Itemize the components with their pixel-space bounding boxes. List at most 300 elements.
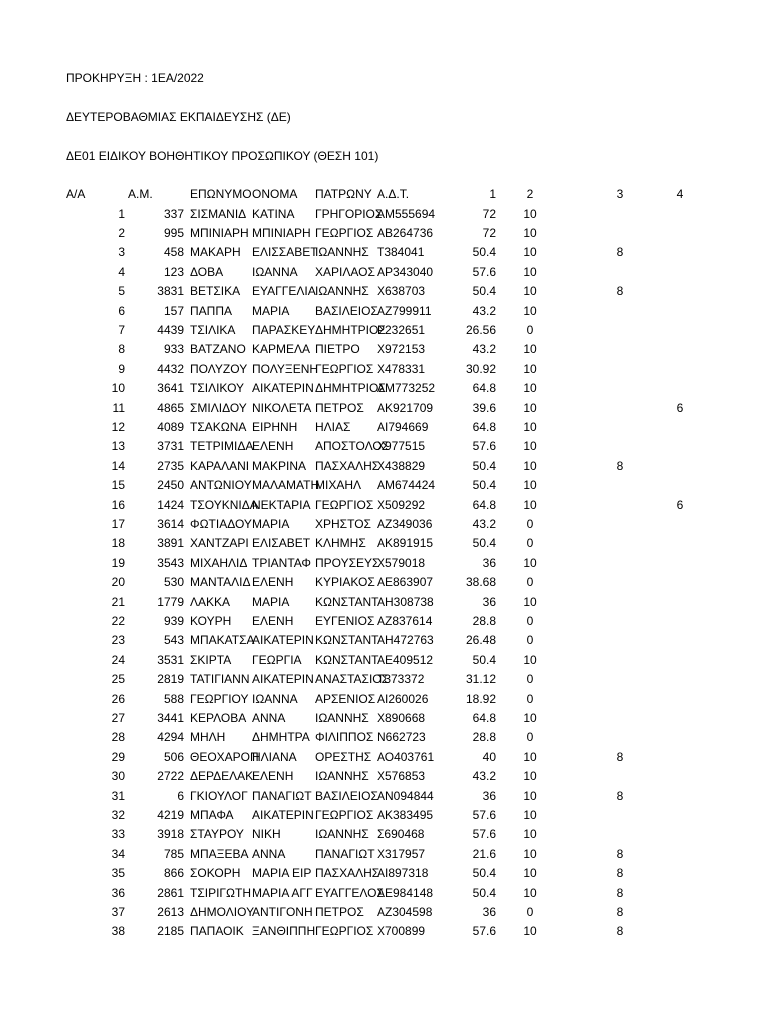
cell-first-name: ΓΕΩΡΓΙΑ [252, 652, 302, 667]
cell-id-number: ΑΜ555694 [377, 206, 436, 221]
cell-score-1: 21.6 [472, 846, 496, 861]
cell-id-number: Χ509292 [377, 497, 426, 512]
cell-surname: ΜΠΑΚΑΤΣΑ [190, 633, 255, 648]
cell-id-number: Χ638703 [377, 284, 426, 299]
table-row [0, 884, 768, 903]
table-row [0, 379, 768, 398]
cell-surname: ΠΑΠΑΟΙΚ [190, 924, 244, 939]
table-row [0, 302, 768, 321]
table-row [0, 360, 768, 379]
cell-score-4 [660, 825, 700, 844]
cell-surname: ΣΟΚΟΡΗ [190, 866, 241, 881]
cell-row-index: 36 [111, 885, 125, 900]
col-header-am: Α.Μ. [128, 187, 153, 201]
cell-surname: ΒΕΤΣΙΚΑ [190, 284, 241, 299]
cell-father-name: ΦΙΛΙΠΠΟΣ [315, 730, 374, 745]
cell-father-name: ΙΩΑΝΝΗΣ [315, 769, 369, 784]
table-row [0, 554, 768, 573]
cell-row-index: 7 [118, 322, 125, 337]
cell-score-2: 0 [526, 672, 534, 687]
cell-score-4 [660, 437, 700, 456]
table-row [0, 476, 768, 495]
cell-registration-number: 2722 [157, 769, 184, 784]
cell-score-4: 6 [676, 400, 684, 415]
cell-first-name: ΞΑΝΘΙΠΠΗ [252, 924, 316, 939]
cell-score-3: 8 [616, 245, 624, 260]
cell-father-name: ΑΝΑΣΤΑΣΙΟΣ [315, 672, 390, 687]
cell-first-name: ΙΩΑΝΝΑ [252, 691, 298, 706]
cell-surname: ΣΤΑΥΡΟΥ [190, 827, 244, 842]
cell-score-4 [660, 282, 700, 301]
cell-row-index: 28 [111, 730, 125, 745]
cell-row-index: 34 [111, 846, 125, 861]
cell-father-name: ΧΡΗΣΤΟΣ [315, 516, 371, 531]
cell-score-1: 64.8 [472, 497, 496, 512]
cell-registration-number: 3918 [157, 827, 184, 842]
cell-registration-number: 3641 [157, 381, 184, 396]
cell-score-1: 40 [482, 749, 496, 764]
cell-score-1: 18.92 [465, 691, 496, 706]
cell-registration-number: 123 [163, 264, 184, 279]
cell-surname: ΔΕΡΔΕΛΑΚ [190, 769, 254, 784]
cell-surname: ΑΝΤΩΝΙΟΥ [190, 478, 252, 493]
cell-registration-number: 2185 [157, 924, 184, 939]
cell-row-index: 21 [111, 594, 125, 609]
cell-registration-number: 3543 [157, 555, 184, 570]
cell-score-4 [660, 845, 700, 864]
cell-score-2: 0 [526, 536, 534, 551]
cell-row-index: 4 [118, 264, 125, 279]
cell-score-2: 10 [523, 342, 537, 357]
table-row [0, 825, 768, 844]
cell-score-3 [600, 321, 640, 340]
cell-father-name: ΓΕΩΡΓΙΟΣ [315, 924, 374, 939]
cell-score-1: 57.6 [472, 807, 496, 822]
cell-registration-number: 1779 [157, 594, 184, 609]
cell-id-number: Ν662723 [377, 730, 426, 745]
cell-surname: ΚΑΡΑΛΑΝΙ [190, 458, 250, 473]
table-row [0, 593, 768, 612]
cell-score-3 [600, 709, 640, 728]
cell-first-name: ΝΙΚΗ [252, 827, 281, 842]
cell-first-name: ΜΑΡΙΑ [252, 303, 290, 318]
cell-surname: ΜΙΧΑΗΛΙΔ [190, 555, 248, 570]
cell-score-4 [660, 243, 700, 262]
cell-row-index: 2 [118, 225, 125, 240]
cell-row-index: 1 [118, 206, 125, 221]
cell-score-1: 72 [482, 225, 496, 240]
cell-id-number: ΑΕ409512 [377, 652, 434, 667]
cell-row-index: 27 [111, 710, 125, 725]
cell-father-name: ΓΕΩΡΓΙΟΣ [315, 361, 374, 376]
cell-first-name: ΜΑΚΡΙΝΑ [252, 458, 307, 473]
cell-row-index: 31 [111, 788, 125, 803]
cell-first-name: ΕΛΕΝΗ [252, 439, 294, 454]
cell-score-2: 0 [526, 575, 534, 590]
cell-score-4 [660, 864, 700, 883]
cell-score-2: 0 [526, 633, 534, 648]
cell-surname: ΘΕΟΧΑΡΟΠ [190, 749, 259, 764]
cell-score-4 [660, 612, 700, 631]
cell-father-name: ΠΑΣΧΑΛΗΣ [315, 458, 380, 473]
cell-first-name: ΔΗΜΗΤΡΑ [252, 730, 310, 745]
table-row [0, 903, 768, 922]
cell-father-name: ΕΥΑΓΓΕΛΟΣ [315, 885, 384, 900]
cell-surname: ΤΣΟΥΚΝΙΔΑ [190, 497, 258, 512]
cell-score-4 [660, 302, 700, 321]
cell-surname: ΛΑΚΚΑ [190, 594, 231, 609]
cell-row-index: 23 [111, 633, 125, 648]
cell-score-2: 10 [523, 710, 537, 725]
cell-score-3 [600, 767, 640, 786]
cell-score-3: 8 [616, 846, 624, 861]
cell-row-index: 10 [111, 381, 125, 396]
category-title: ΔΕΥΤΕΡΟΒΑΘΜΙΑΣ ΕΚΠΑΙΔΕΥΣΗΣ (ΔΕ) [66, 110, 291, 124]
cell-id-number: ΑΟ403761 [377, 749, 435, 764]
cell-score-4 [660, 321, 700, 340]
table-row [0, 457, 768, 476]
table-row [0, 690, 768, 709]
table-header-row [0, 185, 768, 204]
cell-first-name: ΗΛΙΑΝΑ [252, 749, 297, 764]
cell-surname: ΜΠΙΝΙΑΡΗ [190, 225, 249, 240]
cell-score-4 [660, 224, 700, 243]
cell-registration-number: 3831 [157, 284, 184, 299]
cell-score-3 [600, 573, 640, 592]
cell-father-name: ΓΕΩΡΓΙΟΣ [315, 807, 374, 822]
cell-row-index: 38 [111, 924, 125, 939]
cell-father-name: ΠΡΟΥΣΕΥΣ [315, 555, 380, 570]
cell-surname: ΧΑΝΤΖΑΡΙ [190, 536, 249, 551]
cell-registration-number: 866 [163, 866, 184, 881]
table-row [0, 205, 768, 224]
cell-score-2: 10 [523, 924, 537, 939]
cell-score-4 [660, 360, 700, 379]
cell-registration-number: 4294 [157, 730, 184, 745]
cell-score-1: 57.6 [472, 264, 496, 279]
cell-first-name: ΑΙΚΑΤΕΡΙΝ [252, 633, 314, 648]
cell-row-index: 13 [111, 439, 125, 454]
cell-score-3 [600, 302, 640, 321]
cell-score-1: 64.8 [472, 710, 496, 725]
cell-score-1: 43.2 [472, 303, 496, 318]
cell-registration-number: 530 [163, 575, 184, 590]
cell-score-2: 10 [523, 885, 537, 900]
cell-score-4 [660, 806, 700, 825]
cell-score-2: 10 [523, 206, 537, 221]
cell-score-1: 36 [482, 904, 496, 919]
cell-surname: ΠΟΛΥΖΟΥ [190, 361, 248, 376]
cell-score-1: 50.4 [472, 536, 496, 551]
cell-surname: ΤΣΙΛΙΚΟΥ [190, 381, 245, 396]
table-row [0, 806, 768, 825]
cell-father-name: ΔΗΜΗΤΡΙΟΣ [315, 381, 386, 396]
cell-score-3 [600, 690, 640, 709]
cell-id-number: ΑΙ260026 [377, 691, 429, 706]
table-row [0, 243, 768, 262]
cell-score-1: 43.2 [472, 342, 496, 357]
cell-row-index: 15 [111, 478, 125, 493]
cell-registration-number: 3531 [157, 652, 184, 667]
cell-score-4 [660, 205, 700, 224]
cell-score-3 [600, 593, 640, 612]
cell-score-4 [660, 690, 700, 709]
cell-first-name: ΜΠΙΝΙΑΡΗ [252, 225, 311, 240]
table-row [0, 709, 768, 728]
cell-score-2: 10 [523, 555, 537, 570]
cell-score-1: 57.6 [472, 439, 496, 454]
cell-score-2: 10 [523, 400, 537, 415]
cell-score-4 [660, 593, 700, 612]
cell-score-1: 43.2 [472, 516, 496, 531]
col-header-2: 2 [526, 187, 534, 201]
cell-id-number: Χ977515 [377, 439, 426, 454]
col-header-id: Α.Δ.Τ. [377, 187, 410, 201]
cell-id-number: ΑΙ897318 [377, 866, 429, 881]
cell-registration-number: 4865 [157, 400, 184, 415]
cell-score-1: 28.8 [472, 730, 496, 745]
col-header-name: ΟΝΟΜΑ [252, 187, 298, 201]
cell-father-name: ΔΗΜΗΤΡΙΟΣ [315, 322, 386, 337]
cell-registration-number: 4219 [157, 807, 184, 822]
cell-registration-number: 1424 [157, 497, 184, 512]
cell-score-2: 10 [523, 497, 537, 512]
cell-father-name: ΑΡΣΕΝΙΟΣ [315, 691, 376, 706]
cell-registration-number: 939 [163, 613, 184, 628]
cell-score-3: 8 [616, 284, 624, 299]
cell-registration-number: 2819 [157, 672, 184, 687]
cell-score-2: 0 [526, 691, 534, 706]
cell-score-2: 10 [523, 225, 537, 240]
table-row [0, 767, 768, 786]
cell-surname: ΣΜΙΛΙΔΟΥ [190, 400, 247, 415]
col-header-1: 1 [489, 187, 496, 201]
cell-first-name: ΙΩΑΝΝΑ [252, 264, 298, 279]
cell-id-number: ΑΕ984148 [377, 885, 434, 900]
cell-id-number: ΑΖ799911 [377, 303, 432, 318]
cell-score-1: 50.4 [472, 458, 496, 473]
cell-id-number: Χ890668 [377, 710, 426, 725]
table-row [0, 282, 768, 301]
cell-score-4 [660, 651, 700, 670]
table-row [0, 845, 768, 864]
cell-score-2: 10 [523, 478, 537, 493]
cell-row-index: 20 [111, 575, 125, 590]
cell-id-number: ΑΜ674424 [377, 478, 436, 493]
cell-registration-number: 4439 [157, 322, 184, 337]
cell-score-3 [600, 340, 640, 359]
cell-score-4 [660, 534, 700, 553]
cell-score-4 [660, 787, 700, 806]
cell-father-name: ΓΕΩΡΓΙΟΣ [315, 497, 374, 512]
cell-registration-number: 6 [177, 788, 184, 803]
cell-score-4 [660, 709, 700, 728]
cell-score-3: 8 [616, 904, 624, 919]
cell-id-number: ΑΚ921709 [377, 400, 434, 415]
cell-row-index: 18 [111, 536, 125, 551]
cell-score-3 [600, 515, 640, 534]
cell-id-number: ΑΗ308738 [377, 594, 434, 609]
cell-father-name: ΠΕΤΡΟΣ [315, 904, 364, 919]
cell-surname: ΓΚΙΟΥΛΟΓ [190, 788, 248, 803]
cell-surname: ΜΑΝΤΑΛΙΔ [190, 575, 251, 590]
cell-surname: ΤΣΙΛΙΚΑ [190, 322, 236, 337]
cell-score-1: 26.56 [465, 322, 496, 337]
cell-first-name: ΕΙΡΗΝΗ [252, 419, 298, 434]
cell-registration-number: 2861 [157, 885, 184, 900]
cell-registration-number: 3441 [157, 710, 184, 725]
cell-registration-number: 3731 [157, 439, 184, 454]
cell-row-index: 35 [111, 866, 125, 881]
cell-score-4 [660, 457, 700, 476]
cell-score-1: 36 [482, 594, 496, 609]
cell-id-number: Χ579018 [377, 555, 426, 570]
cell-first-name: ΠΟΛΥΞΕΝΗ [252, 361, 319, 376]
table-row [0, 631, 768, 650]
col-header-father: ΠΑΤΡΩΝΥ [315, 187, 372, 201]
cell-score-1: 57.6 [472, 924, 496, 939]
cell-score-2: 0 [526, 322, 534, 337]
cell-row-index: 8 [118, 342, 125, 357]
table-row [0, 651, 768, 670]
cell-score-2: 10 [523, 381, 537, 396]
cell-score-3 [600, 263, 640, 282]
cell-row-index: 3 [118, 245, 125, 260]
cell-score-4 [660, 263, 700, 282]
cell-score-1: 64.8 [472, 419, 496, 434]
cell-id-number: ΑΜ773252 [377, 381, 436, 396]
cell-score-1: 30.92 [465, 361, 496, 376]
cell-row-index: 9 [118, 361, 125, 376]
cell-father-name: ΙΩΑΝΝΗΣ [315, 284, 369, 299]
cell-score-1: 31.12 [465, 672, 496, 687]
cell-id-number: ΑΕ863907 [377, 575, 434, 590]
cell-score-3 [600, 399, 640, 418]
cell-surname: ΜΠΑΞΕΒΑ [190, 846, 249, 861]
cell-score-1: 36 [482, 788, 496, 803]
cell-score-2: 0 [526, 613, 534, 628]
cell-first-name: ΕΥΑΓΓΕΛΙΑ [252, 284, 316, 299]
cell-score-3: 8 [616, 458, 624, 473]
cell-score-2: 0 [526, 516, 534, 531]
cell-score-3: 8 [616, 924, 624, 939]
cell-surname: ΜΠΑΦΑ [190, 807, 234, 822]
cell-id-number: Τ384041 [377, 245, 425, 260]
table-row [0, 496, 768, 515]
cell-registration-number: 2450 [157, 478, 184, 493]
cell-father-name: ΟΡΕΣΤΗΣ [315, 749, 372, 764]
cell-row-index: 32 [111, 807, 125, 822]
cell-score-1: 50.4 [472, 478, 496, 493]
cell-score-3 [600, 379, 640, 398]
cell-score-2: 0 [526, 730, 534, 745]
cell-score-2: 10 [523, 439, 537, 454]
table-row [0, 340, 768, 359]
cell-score-3 [600, 360, 640, 379]
cell-father-name: ΚΩΝΣΤΑΝΤ [315, 594, 379, 609]
cell-first-name: ΜΑΡΙΑ ΑΓΓ [252, 885, 313, 900]
cell-first-name: ΑΙΚΑΤΕΡΙΝ [252, 807, 314, 822]
cell-father-name: ΚΩΝΣΤΑΝΤ [315, 652, 379, 667]
cell-father-name: ΚΥΡΙΑΚΟΣ [315, 575, 375, 590]
cell-score-4 [660, 340, 700, 359]
col-header-surname: ΕΠΩΝΥΜΟ [190, 187, 252, 201]
cell-score-3 [600, 651, 640, 670]
cell-father-name: ΙΩΑΝΝΗΣ [315, 245, 369, 260]
cell-id-number: ΑΗ472763 [377, 633, 434, 648]
cell-score-1: 43.2 [472, 769, 496, 784]
cell-row-index: 29 [111, 749, 125, 764]
cell-surname: ΜΗΛΗ [190, 730, 226, 745]
cell-score-4 [660, 670, 700, 689]
cell-surname: ΣΚΙΡΤΑ [190, 652, 232, 667]
cell-registration-number: 4089 [157, 419, 184, 434]
cell-score-2: 10 [523, 846, 537, 861]
cell-score-2: 10 [523, 652, 537, 667]
cell-registration-number: 785 [163, 846, 184, 861]
cell-score-2: 10 [523, 264, 537, 279]
cell-score-2: 10 [523, 361, 537, 376]
cell-id-number: ΑΙ794669 [377, 419, 429, 434]
cell-score-3: 8 [616, 885, 624, 900]
cell-score-2: 10 [523, 827, 537, 842]
cell-father-name: ΠΕΤΡΟΣ [315, 400, 364, 415]
announcement-title: ΠΡΟΚΗΡΥΞΗ : 1ΕΑ/2022 [66, 71, 204, 85]
cell-registration-number: 2613 [157, 904, 184, 919]
cell-father-name: ΠΙΕΤΡΟ [315, 342, 360, 357]
cell-registration-number: 933 [163, 342, 184, 357]
cell-id-number: Χ317957 [377, 846, 426, 861]
cell-row-index: 24 [111, 652, 125, 667]
cell-score-1: 64.8 [472, 381, 496, 396]
cell-score-4 [660, 748, 700, 767]
table-row [0, 748, 768, 767]
cell-score-1: 50.4 [472, 652, 496, 667]
cell-registration-number: 3891 [157, 536, 184, 551]
cell-registration-number: 2735 [157, 458, 184, 473]
cell-registration-number: 4432 [157, 361, 184, 376]
cell-score-4 [660, 884, 700, 903]
cell-score-3 [600, 806, 640, 825]
cell-father-name: ΑΠΟΣΤΟΛΟΣ [315, 439, 390, 454]
cell-registration-number: 157 [163, 303, 184, 318]
cell-score-2: 10 [523, 807, 537, 822]
cell-score-2: 10 [523, 866, 537, 881]
cell-row-index: 22 [111, 613, 125, 628]
table-row [0, 864, 768, 883]
cell-father-name: ΒΑΣΙΛΕΙΟΣ [315, 303, 378, 318]
cell-registration-number: 995 [163, 225, 184, 240]
cell-score-4 [660, 922, 700, 941]
cell-score-1: 26.48 [465, 633, 496, 648]
cell-score-1: 39.6 [472, 400, 496, 415]
cell-id-number: Χ972153 [377, 342, 426, 357]
cell-row-index: 16 [111, 497, 125, 512]
table-row [0, 321, 768, 340]
cell-father-name: ΠΑΝΑΓΙΩΤ [315, 846, 375, 861]
cell-row-index: 17 [111, 516, 125, 531]
cell-row-index: 14 [111, 458, 125, 473]
cell-score-3 [600, 418, 640, 437]
cell-father-name: ΠΑΣΧΑΛΗΣ [315, 866, 380, 881]
cell-score-4 [660, 554, 700, 573]
cell-id-number: Χ700899 [377, 924, 426, 939]
cell-registration-number: 543 [163, 633, 184, 648]
cell-surname: ΦΩΤΙΑΔΟΥ [190, 516, 252, 531]
cell-first-name: ΕΛΕΝΗ [252, 575, 294, 590]
cell-id-number: Τ373372 [377, 672, 425, 687]
cell-first-name: ΜΑΡΙΑ [252, 594, 290, 609]
